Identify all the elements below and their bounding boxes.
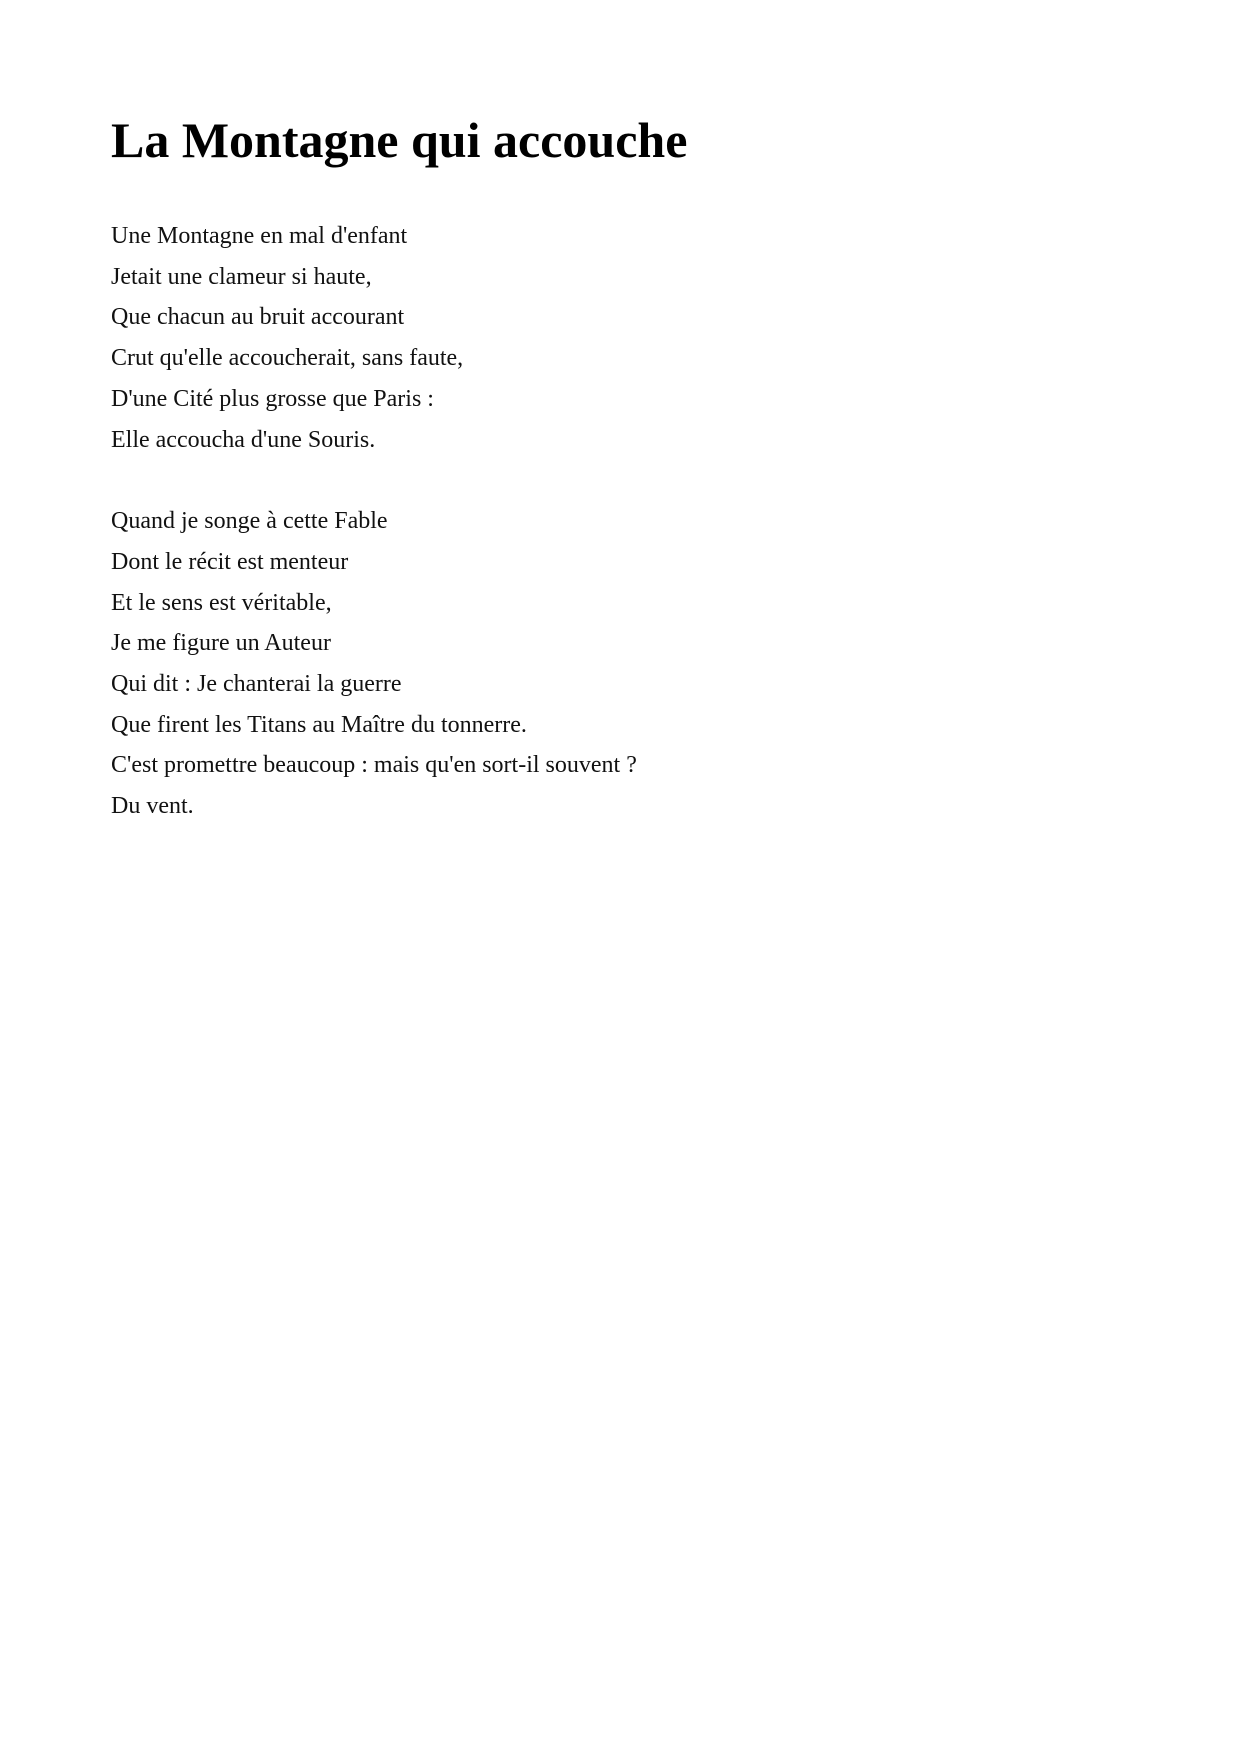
verse-line: Une Montagne en mal d'enfant <box>111 223 408 249</box>
verse-line: Dont le récit est menteur <box>111 548 349 575</box>
verse-line: Qui dit : Je chanterai la guerre <box>111 671 402 698</box>
verse-line: Quand je songe à cette Fable <box>111 508 388 535</box>
verse-line: D'une Cité plus grosse que Paris : <box>111 385 434 412</box>
stanza-1 <box>111 216 1131 460</box>
verse-line: Elle accoucha d'une Souris. <box>111 426 376 453</box>
verse-line: C'est promettre beaucoup : mais qu'en sort-il souvent ? <box>111 752 637 779</box>
verse-line: Et le sens est véritable, <box>111 589 332 616</box>
verse-line: Jetait une clameur si haute, <box>111 263 372 290</box>
poem-title: La Montagne qui accouche <box>111 112 688 168</box>
verse-line: Crut qu'elle accoucherait, sans faute, <box>111 345 464 372</box>
verse-line: Que chacun au bruit accourant <box>111 304 405 331</box>
verse-line: Du vent. <box>111 793 194 820</box>
stanza-2 <box>111 501 1131 827</box>
verse-line: Que firent les Titans au Maître du tonnerre. <box>111 711 527 738</box>
document-page <box>111 104 1131 827</box>
verse-line: Je me figure un Auteur <box>111 630 331 657</box>
